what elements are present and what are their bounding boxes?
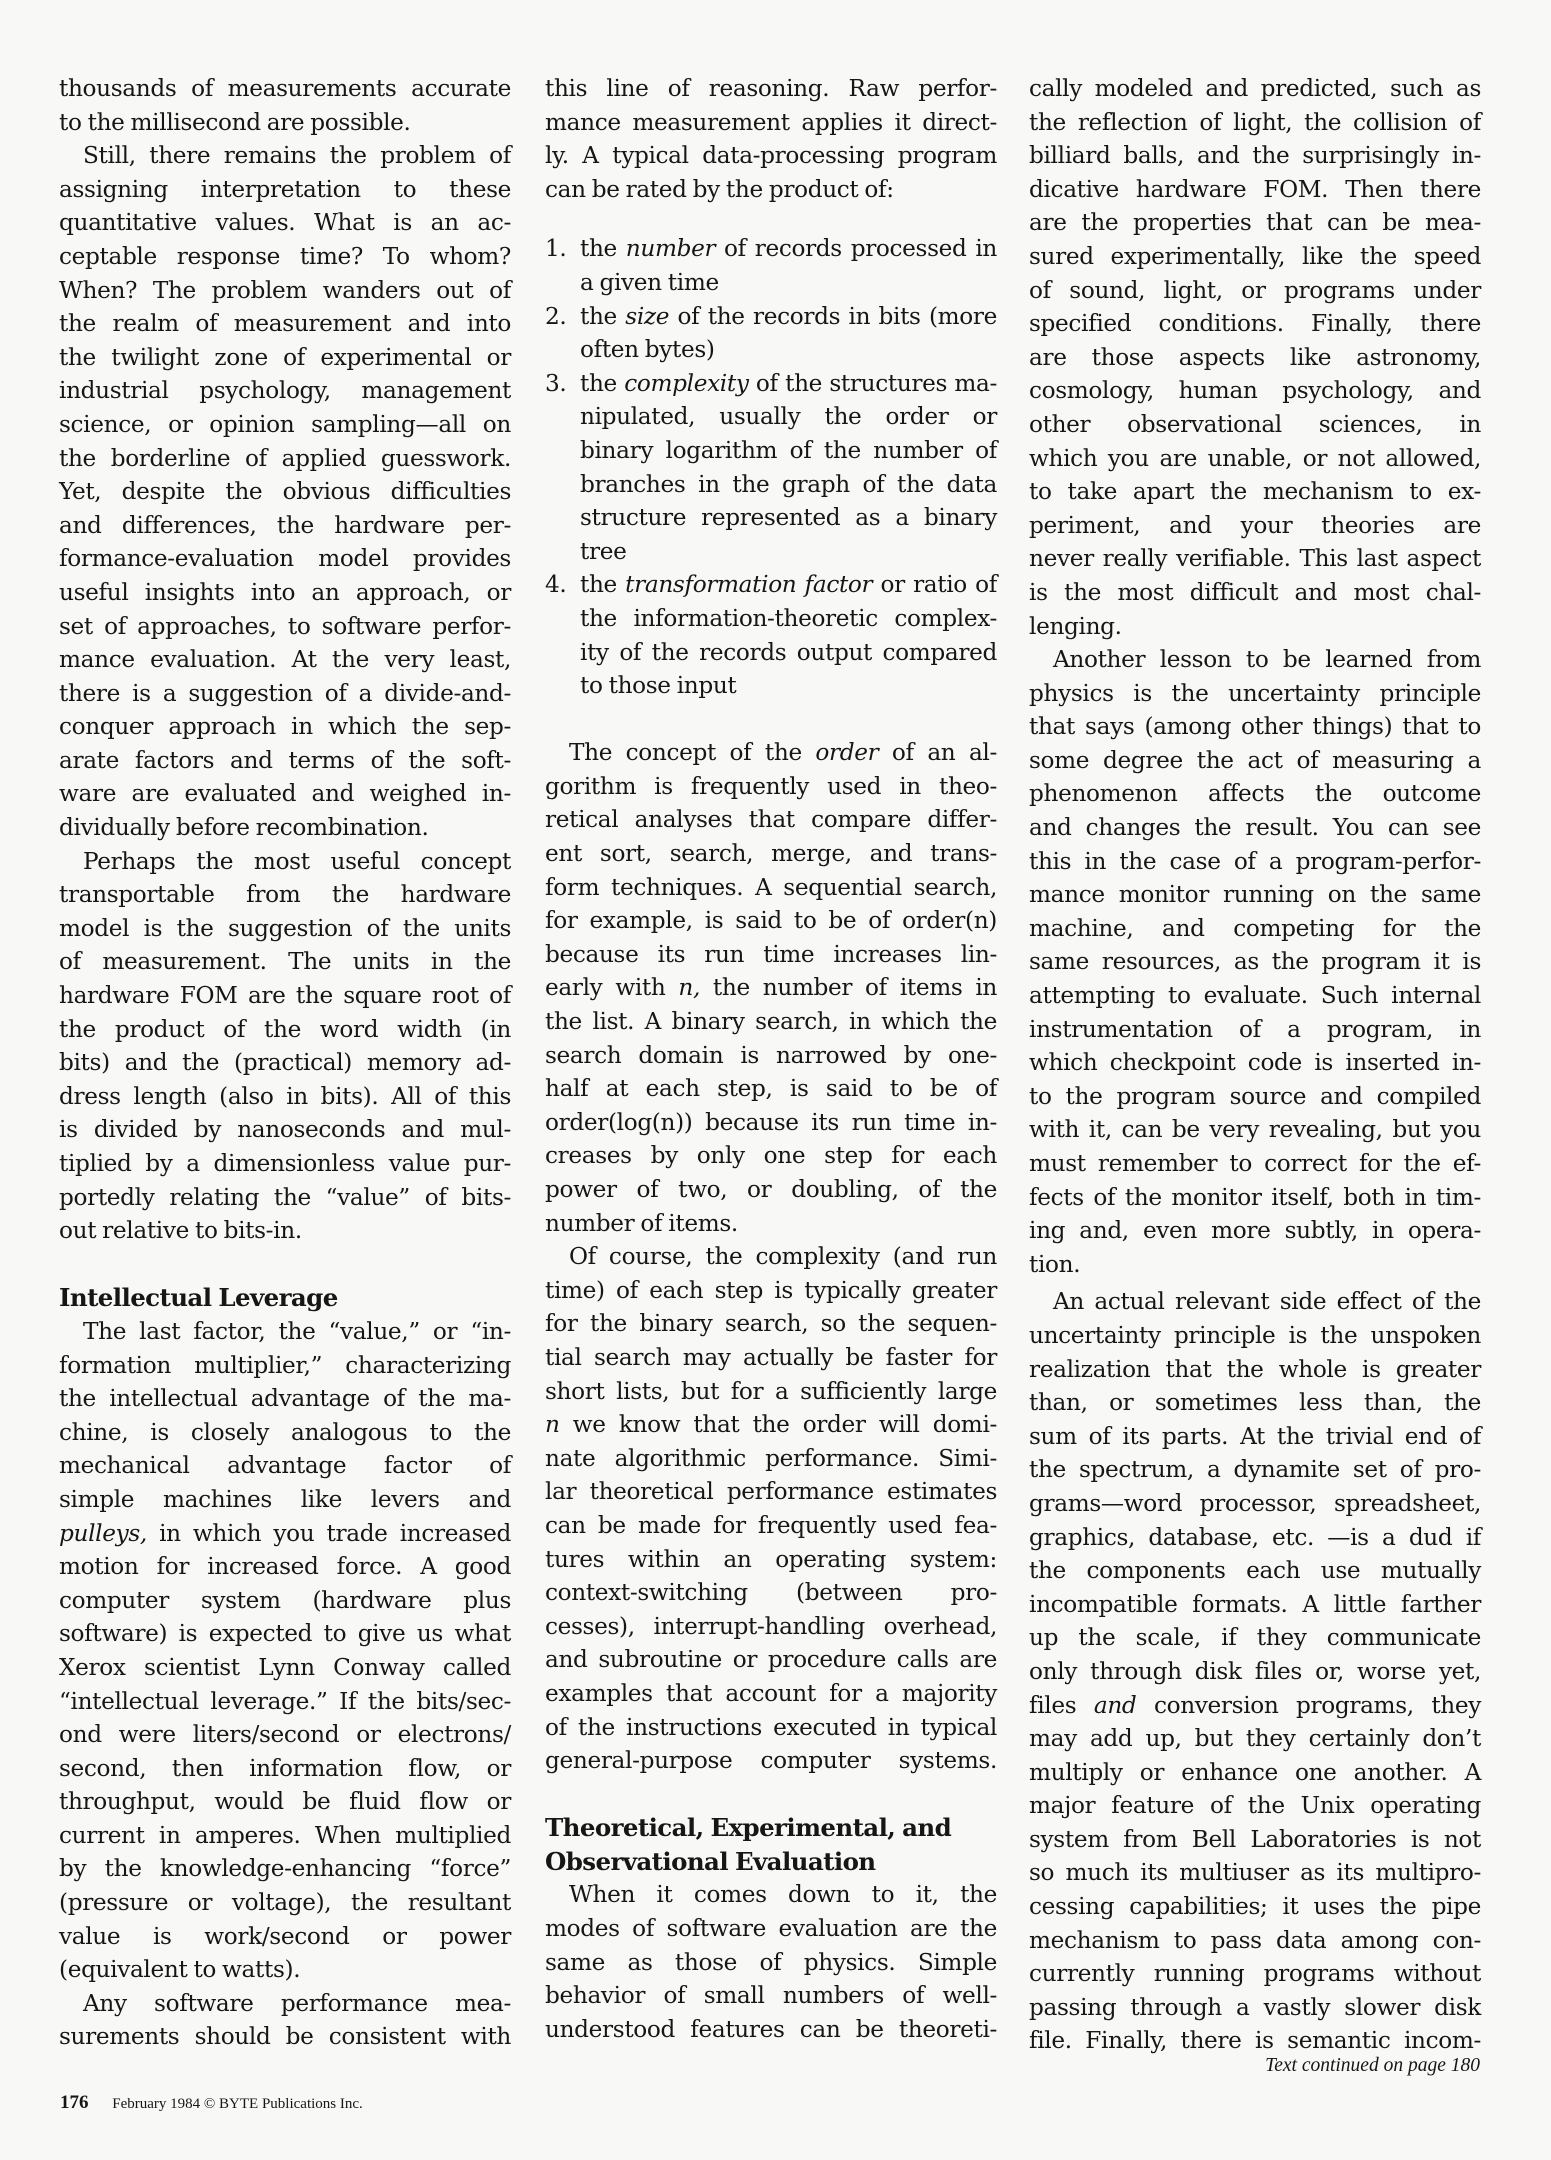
- text-line: second, then information flow, or: [59, 1754, 511, 1782]
- text-line: formance-evaluation model provides: [59, 545, 511, 573]
- text-line: major feature of the Unix operating: [1029, 1792, 1481, 1820]
- text-line: ly. A typical data-processing program: [545, 142, 997, 170]
- text-line: formation multiplier,” characterizing: [59, 1351, 511, 1379]
- text-line: chine, is closely analogous to the: [59, 1418, 511, 1446]
- text-line: gorithm is frequently used in theo-: [545, 772, 997, 800]
- text-line: out relative to bits-in.: [59, 1217, 302, 1245]
- text-line: for example, is said to be of order(n): [545, 907, 997, 935]
- text-line: than, or sometimes less than, the: [1029, 1389, 1481, 1417]
- list-item-line: 3. the complexity of the structures ma-: [545, 367, 997, 401]
- text-line: power of two, or doubling, of the: [545, 1176, 997, 1203]
- text-line: system from Bell Laboratories is not: [1029, 1825, 1481, 1853]
- text-line: physics is the uncertainty principle: [1029, 679, 1481, 707]
- text-line: dress length (also in bits). All of this: [59, 1082, 511, 1110]
- text-line: is divided by nanoseconds and mul-: [59, 1116, 511, 1144]
- text-line: this in the case of a program-perfor-: [1029, 847, 1481, 875]
- list-item-line: a given time: [580, 268, 719, 296]
- paragraph-first-line: Of course, the complexity (and run: [569, 1243, 997, 1271]
- text-line: same as those of physics. Simple: [545, 1948, 997, 1976]
- text-line: conquer approach in which the sep-: [59, 713, 511, 741]
- text-line: dividually before recombination.: [59, 814, 429, 842]
- text-line: computer system (hardware plus: [59, 1586, 511, 1614]
- text-line: portedly relating the “value” of bits-: [59, 1183, 511, 1211]
- list-number: 1.: [545, 235, 567, 263]
- text-line: “intellectual leverage.” If the bits/sec-: [59, 1687, 511, 1715]
- list-item-line: tree: [580, 537, 627, 565]
- text-line: same resources, as the program it is: [1029, 948, 1481, 976]
- text-line: Yet, despite the obvious difficulties: [59, 478, 511, 506]
- text-line: set of approaches, to software perfor-: [59, 612, 511, 640]
- text-line: mance measurement applies it direct-: [545, 108, 997, 136]
- text-line: behavior of small numbers of well-: [545, 1982, 997, 2010]
- text-line: machine, and competing for the: [1029, 914, 1481, 942]
- text-line: the components each use mutually: [1029, 1557, 1481, 1585]
- text-line: current in amperes. When multiplied: [59, 1821, 511, 1849]
- text-line: cosmology, human psychology, and: [1029, 377, 1481, 405]
- list-item-line: structure represented as a binary: [580, 504, 997, 532]
- text-line: uncertainty principle is the unspoken: [1029, 1321, 1481, 1349]
- text-line: n we know that the order will domi-: [545, 1411, 997, 1439]
- text-line: examples that account for a majority: [545, 1679, 997, 1707]
- text-line: the borderline of applied guesswork.: [59, 444, 511, 472]
- text-line: search domain is narrowed by one-: [545, 1041, 997, 1069]
- text-line: is the most difficult and most chal-: [1029, 578, 1481, 606]
- text-line: assigning interpretation to these: [59, 175, 511, 203]
- text-line: thousands of measurements accurate: [59, 75, 511, 102]
- list-item-line: binary logarithm of the number of: [580, 436, 997, 464]
- text-line: tial search may actually be faster for: [545, 1343, 997, 1371]
- spacer: [59, 1248, 511, 1282]
- text-line: of measurement. The units in the: [59, 948, 511, 976]
- page-footer: [60, 2092, 363, 2114]
- text-line: ing and, even more subtly, in opera-: [1029, 1217, 1481, 1245]
- text-line: can be made for frequently used fea-: [545, 1511, 997, 1539]
- text-line: and changes the result. You can see: [1029, 814, 1481, 842]
- text-line: Xerox scientist Lynn Conway called: [59, 1653, 511, 1681]
- text-line: dicative hardware FOM. Then there: [1029, 175, 1481, 203]
- text-line: ware are evaluated and weighed in-: [59, 780, 511, 808]
- list-item-line: branches in the graph of the data: [580, 470, 997, 498]
- section-heading: Theoretical, Experimental, and: [545, 1813, 952, 1843]
- text-line: bits) and the (practical) memory ad-: [59, 1049, 511, 1077]
- text-line: form techniques. A sequential search,: [545, 873, 997, 901]
- text-line: When? The problem wanders out of: [59, 276, 511, 304]
- text-column-left: [59, 72, 511, 2054]
- text-line: the intellectual advantage of the ma-: [59, 1385, 511, 1413]
- text-line: this line of reasoning. Raw perfor-: [545, 75, 997, 102]
- spacer: [545, 206, 997, 232]
- text-line: files and conversion programs, they: [1029, 1691, 1481, 1719]
- text-line: value is work/second or power: [59, 1922, 511, 1950]
- text-line: lar theoretical performance estimates: [545, 1478, 997, 1506]
- text-line: lenging.: [1029, 612, 1122, 640]
- emphasis: complexity: [624, 369, 749, 397]
- emphasis: size: [625, 302, 670, 330]
- text-line: because its run time increases lin-: [545, 940, 997, 968]
- text-line: to take apart the mechanism to ex-: [1029, 478, 1481, 506]
- text-line: time) of each step is typically greater: [545, 1276, 997, 1304]
- text-line: may add up, but they certainly don’t: [1029, 1725, 1481, 1753]
- section-heading: Observational Evaluation: [545, 1846, 876, 1876]
- text-line: the reflection of light, the collision of: [1029, 108, 1481, 136]
- text-line: some degree the act of measuring a: [1029, 746, 1481, 774]
- text-line: transportable from the hardware: [59, 881, 511, 909]
- text-line: only through disk files or, worse yet,: [1029, 1657, 1481, 1685]
- text-line: hardware FOM are the square root of: [59, 982, 511, 1010]
- text-line: mechanical advantage factor of: [59, 1452, 511, 1480]
- text-line: mance evaluation. At the very least,: [59, 646, 511, 674]
- text-line: the twilight zone of experimental or: [59, 343, 511, 371]
- text-line: retical analyses that compare differ-: [545, 806, 997, 834]
- text-line: up the scale, if they communicate: [1029, 1624, 1481, 1652]
- footer-credit: February 1984 © BYTE Publications Inc.: [112, 2096, 363, 2112]
- text-line: grams—word processor, spreadsheet,: [1029, 1489, 1481, 1517]
- text-line: multiply or enhance one another. A: [1029, 1758, 1481, 1786]
- list-item-line: 2. the size of the records in bits (more: [545, 300, 997, 334]
- list-item-line: 1. the number of records processed in: [545, 232, 997, 266]
- text-line: which you are unable, or not allowed,: [1029, 444, 1481, 472]
- text-line: currently running programs without: [1029, 1960, 1481, 1988]
- continued-note: Text continued on page 180: [1265, 2055, 1480, 2076]
- text-column-middle: [545, 72, 997, 2046]
- text-line: tures within an operating system:: [545, 1545, 997, 1573]
- text-line: other observational sciences, in: [1029, 410, 1481, 438]
- text-line: by the knowledge-enhancing “force”: [59, 1855, 511, 1883]
- text-line: ceptable response time? To whom?: [59, 242, 511, 270]
- text-line: ent sort, search, merge, and trans-: [545, 840, 997, 868]
- text-line: instrumentation of a program, in: [1029, 1015, 1481, 1043]
- text-line: model is the suggestion of the units: [59, 914, 511, 942]
- text-line: software) is expected to give us what: [59, 1620, 511, 1648]
- text-column-right: [1029, 72, 1481, 2058]
- text-line: realization that the whole is greater: [1029, 1355, 1481, 1383]
- text-line: modes of software evaluation are the: [545, 1915, 997, 1943]
- text-line: file. Finally, there is semantic incom-: [1029, 2027, 1481, 2055]
- text-line: context-switching (between pro-: [545, 1579, 997, 1607]
- text-line: of sound, light, or programs under: [1029, 276, 1481, 304]
- text-line: and subroutine or procedure calls are: [545, 1646, 997, 1674]
- text-line: are the properties that can be mea-: [1029, 209, 1481, 237]
- text-line: science, or opinion sampling—all on: [59, 410, 511, 438]
- text-line: to the program source and compiled: [1029, 1082, 1481, 1110]
- text-line: can be rated by the product of:: [545, 175, 894, 203]
- paragraph-first-line: Any software performance mea-: [83, 1989, 511, 2017]
- text-line: the realm of measurement and into: [59, 310, 511, 338]
- paragraph-first-line: Perhaps the most useful concept: [83, 847, 511, 875]
- list-item-line: ity of the records output compared: [580, 638, 997, 666]
- paragraph-first-line: The concept of the order of an al-: [569, 739, 997, 767]
- text-line: the list. A binary search, in which the: [545, 1008, 997, 1036]
- text-line: are those aspects like astronomy,: [1029, 343, 1481, 371]
- text-line: nate algorithmic performance. Simi-: [545, 1444, 997, 1472]
- emphasis: number: [625, 235, 716, 263]
- emphasis: order: [815, 739, 879, 767]
- text-line: quantitative values. What is an ac-: [59, 209, 511, 237]
- emphasis: pulleys,: [59, 1519, 147, 1547]
- list-item-line: 4. the transformation factor or ratio of: [545, 568, 997, 602]
- text-line: mechanism to pass data among con-: [1029, 1926, 1481, 1954]
- text-line: (equivalent to watts).: [59, 1956, 301, 1984]
- text-line: fects of the monitor itself, both in tim-: [1029, 1183, 1481, 1211]
- text-line: surements should be consistent with: [59, 2023, 511, 2051]
- text-line: never really verifiable. This last aspect: [1029, 545, 1481, 573]
- text-line: with it, can be very revealing, but you: [1029, 1116, 1481, 1144]
- text-line: arate factors and terms of the soft-: [59, 746, 511, 774]
- text-line: creases by only one step for each: [545, 1142, 997, 1170]
- text-line: throughput, would be fluid flow or: [59, 1788, 511, 1816]
- text-line: that says (among other things) that to: [1029, 713, 1481, 741]
- text-line: (pressure or voltage), the resultant: [59, 1889, 511, 1917]
- list-item-line: to those input: [580, 672, 737, 700]
- text-line: incompatible formats. A little farther: [1029, 1590, 1481, 1618]
- text-line: for the binary search, so the sequen-: [545, 1310, 997, 1338]
- section-heading: Intellectual Leverage: [59, 1283, 338, 1313]
- list-number: 2.: [545, 302, 567, 330]
- text-line: motion for increased force. A good: [59, 1553, 511, 1581]
- text-line: must remember to correct for the ef-: [1029, 1150, 1481, 1177]
- text-line: of the instructions executed in typical: [545, 1713, 997, 1741]
- text-line: cally modeled and predicted, such as: [1029, 75, 1481, 102]
- list-item-line: often bytes): [580, 336, 715, 364]
- page-number: 176: [60, 2092, 89, 2113]
- text-line: to the millisecond are possible.: [59, 108, 411, 136]
- paragraph-first-line: When it comes down to it, the: [569, 1881, 997, 1909]
- text-line: the product of the word width (in: [59, 1015, 511, 1043]
- text-line: passing through a vastly slower disk: [1029, 1993, 1481, 2021]
- text-line: tion.: [1029, 1250, 1081, 1278]
- text-line: phenomenon affects the outcome: [1029, 780, 1481, 808]
- emphasis: n,: [678, 974, 700, 1002]
- text-line: tiplied by a dimensionless value pur-: [59, 1150, 511, 1177]
- paragraph-first-line: Another lesson to be learned from: [1053, 646, 1481, 674]
- text-line: mance monitor running on the same: [1029, 881, 1481, 909]
- text-line: the spectrum, a dynamite set of pro-: [1029, 1456, 1481, 1484]
- text-line: periment, and your theories are: [1029, 511, 1481, 539]
- text-line: half at each step, is said to be of: [545, 1075, 997, 1103]
- text-line: so much its multiuser as its multipro-: [1029, 1859, 1481, 1887]
- text-line: there is a suggestion of a divide-and-: [59, 679, 511, 707]
- list-item-line: nipulated, usually the order or: [580, 403, 997, 431]
- text-line: short lists, but for a sufficiently large: [545, 1377, 997, 1405]
- text-line: attempting to evaluate. Such internal: [1029, 982, 1481, 1010]
- spacer: [545, 703, 997, 737]
- text-line: order(log(n)) because its run time in-: [545, 1108, 997, 1136]
- paragraph-first-line: An actual relevant side effect of the: [1053, 1288, 1481, 1316]
- paragraph-first-line: The last factor, the “value,” or “in-: [83, 1317, 511, 1345]
- text-line: general-purpose computer systems.: [545, 1747, 997, 1775]
- text-line: cessing capabilities; it uses the pipe: [1029, 1893, 1481, 1921]
- text-line: number of items.: [545, 1209, 738, 1237]
- text-line: industrial psychology, management: [59, 377, 511, 405]
- emphasis: n: [545, 1411, 560, 1439]
- emphasis: transformation factor: [625, 571, 873, 599]
- paragraph-first-line: Still, there remains the problem of: [83, 142, 511, 170]
- text-line: pulleys, in which you trade increased: [59, 1519, 511, 1547]
- emphasis: and: [1093, 1691, 1137, 1719]
- text-line: simple machines like levers and: [59, 1485, 511, 1513]
- text-line: understood features can be theoreti-: [545, 2015, 997, 2043]
- list-number: 3.: [545, 369, 567, 397]
- spacer: [545, 1778, 997, 1812]
- text-line: and differences, the hardware per-: [59, 511, 511, 539]
- text-line: sum of its parts. At the trivial end of: [1029, 1422, 1481, 1450]
- text-line: sured experimentally, like the speed: [1029, 242, 1481, 270]
- text-line: ond were liters/second or electrons/: [59, 1721, 511, 1749]
- text-line: useful insights into an approach, or: [59, 578, 511, 606]
- list-number: 4.: [545, 571, 567, 599]
- list-item-line: the information-theoretic complex-: [580, 604, 997, 632]
- text-line: graphics, database, etc. —is a dud if: [1029, 1523, 1481, 1551]
- text-line: which checkpoint code is inserted in-: [1029, 1049, 1481, 1077]
- text-line: early with n, the number of items in: [545, 974, 997, 1002]
- text-line: specified conditions. Finally, there: [1029, 310, 1481, 338]
- text-line: cesses), interrupt-handling overhead,: [545, 1612, 997, 1640]
- text-line: billiard balls, and the surprisingly in-: [1029, 142, 1481, 170]
